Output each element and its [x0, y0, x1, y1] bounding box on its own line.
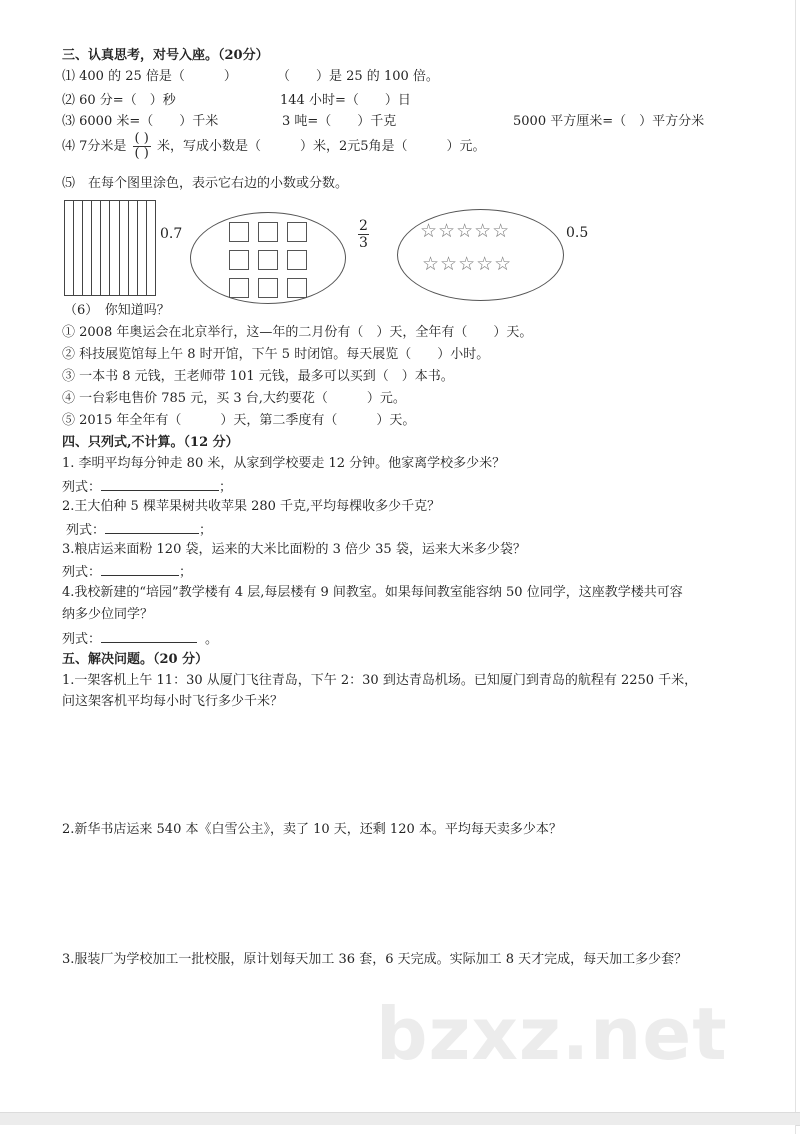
formula-label: 列式：: [62, 632, 102, 647]
formula-label: 列式：: [62, 565, 102, 580]
q2a: ⑵ 60 分=（ ）秒: [62, 93, 176, 108]
q5: ⑸ 在每个图里涂色，表示它右边的小数或分数。: [62, 176, 349, 191]
stars-row-1: ☆☆☆☆☆: [420, 220, 511, 242]
section4-title: 四、只列式,不计算。（12 分）: [62, 435, 239, 450]
q4-frac-den: ( ): [134, 146, 149, 161]
s4-q2-formula: 列式： ；: [66, 523, 213, 538]
q3a: ⑶ 6000 米=（ ）千米: [62, 114, 219, 129]
formula-label: 列式：: [62, 480, 102, 495]
q6-item-1: ① 2008 年奥运会在北京举行，这—年的二月份有（ ）天，全年有（ ）天。: [62, 325, 533, 340]
page-separator: [0, 1112, 800, 1126]
answer-blank[interactable]: [101, 478, 219, 491]
s4-q3: 3.粮店运来面粉 120 袋，运来的大米比面粉的 3 倍少 35 袋，运来大米多少袋？: [62, 542, 526, 557]
s4-q2: 2.王大伯种 5 棵苹果树共收苹果 280 千克,平均每棵收多少千克？: [62, 499, 441, 514]
section3-title: 三、认真思考，对号入座。（20分）: [62, 48, 269, 63]
q6-item-5: ⑤ 2015 年全年有（ ）天，第二季度有（ ）天。: [62, 413, 416, 428]
s4-q4-line1: 4.我校新建的“培园”教学楼有 4 层,每层楼有 9 间教室。如果每间教室能容纳 50 位同学，这座教学楼共可容: [62, 585, 683, 600]
q4: [62, 132, 486, 161]
frac-den: 3: [359, 235, 368, 251]
s4-q4-formula: 列式： 。: [62, 632, 219, 647]
frac-num: 2: [359, 218, 368, 234]
q4-fraction: [133, 132, 151, 161]
section5-title: 五、解决问题。（20 分）: [62, 652, 209, 667]
s4-q3-formula: 列式： ；: [62, 565, 193, 580]
s4-q4-line2: 纳多少位同学？: [62, 607, 154, 622]
q4-suffix: 米，写成小数是（ ）米，2元5角是（ ）元。: [156, 139, 486, 154]
q4-prefix: ⑷ 7分米是: [62, 139, 127, 154]
q1b: （ ）是 25 的 100 倍。: [277, 69, 439, 84]
q3c: 5000 平方厘米=（ ）平方分米: [513, 114, 705, 129]
q1a: ⑴ 400 的 25 倍是（ ）: [62, 69, 237, 84]
answer-blank[interactable]: [105, 521, 199, 534]
answer-blank[interactable]: [101, 563, 179, 576]
q6-title: （6） 你知道吗？: [64, 303, 170, 318]
q6-item-3: ③ 一本书 8 元钱，王老师带 101 元钱，最多可以买到（ ）本书。: [62, 369, 454, 384]
stars-label: 0.5: [566, 225, 589, 241]
q3b: 3 吨=（ ）千克: [282, 114, 397, 129]
q6-item-4: ④ 一台彩电售价 785 元，买 3 台,大约要花（ ）元。: [62, 391, 406, 406]
next-page-edge: [0, 1125, 796, 1134]
s5-q3: 3.服装厂为学校加工一批校服，原计划每天加工 36 套，6 天完成。实际加工 8 天才完成，每天加工多少套？: [62, 952, 688, 967]
q6-item-2: ② 科技展览馆每上午 8 时开馆，下午 5 时闭馆。每天展览（ ）小时。: [62, 347, 490, 362]
answer-blank[interactable]: [101, 630, 197, 643]
squares-grid: [229, 222, 307, 298]
q4-frac-num: ( ): [134, 131, 149, 146]
s4-q1-formula: 列式： ；: [62, 480, 233, 495]
q2b: 144 小时=（ ）日: [280, 93, 411, 108]
s5-q1-line2: 问这架客机平均每小时飞行多少千米？: [62, 694, 284, 709]
watermark: bzxz.net: [376, 992, 728, 1076]
formula-label: 列式：: [66, 523, 106, 538]
stars-row-2: ☆☆☆☆☆: [422, 253, 513, 275]
s5-q2: 2.新华书店运来 540 本《白雪公主》，卖了 10 天，还剩 120 本。平均每天卖多少本？: [62, 822, 562, 837]
squares-label: [358, 218, 369, 251]
rect-label: 0.7: [160, 226, 183, 242]
striped-rectangle-figure: [64, 200, 156, 296]
s4-q1: 1. 李明平均每分钟走 80 米，从家到学校要走 12 分钟。他家离学校多少米？: [62, 456, 506, 471]
s5-q1-line1: 1.一架客机上午 11：30 从厦门飞往青岛，下午 2：30 到达青岛机场。已知厦门到青岛的航程有 2250 千米，: [62, 673, 698, 688]
